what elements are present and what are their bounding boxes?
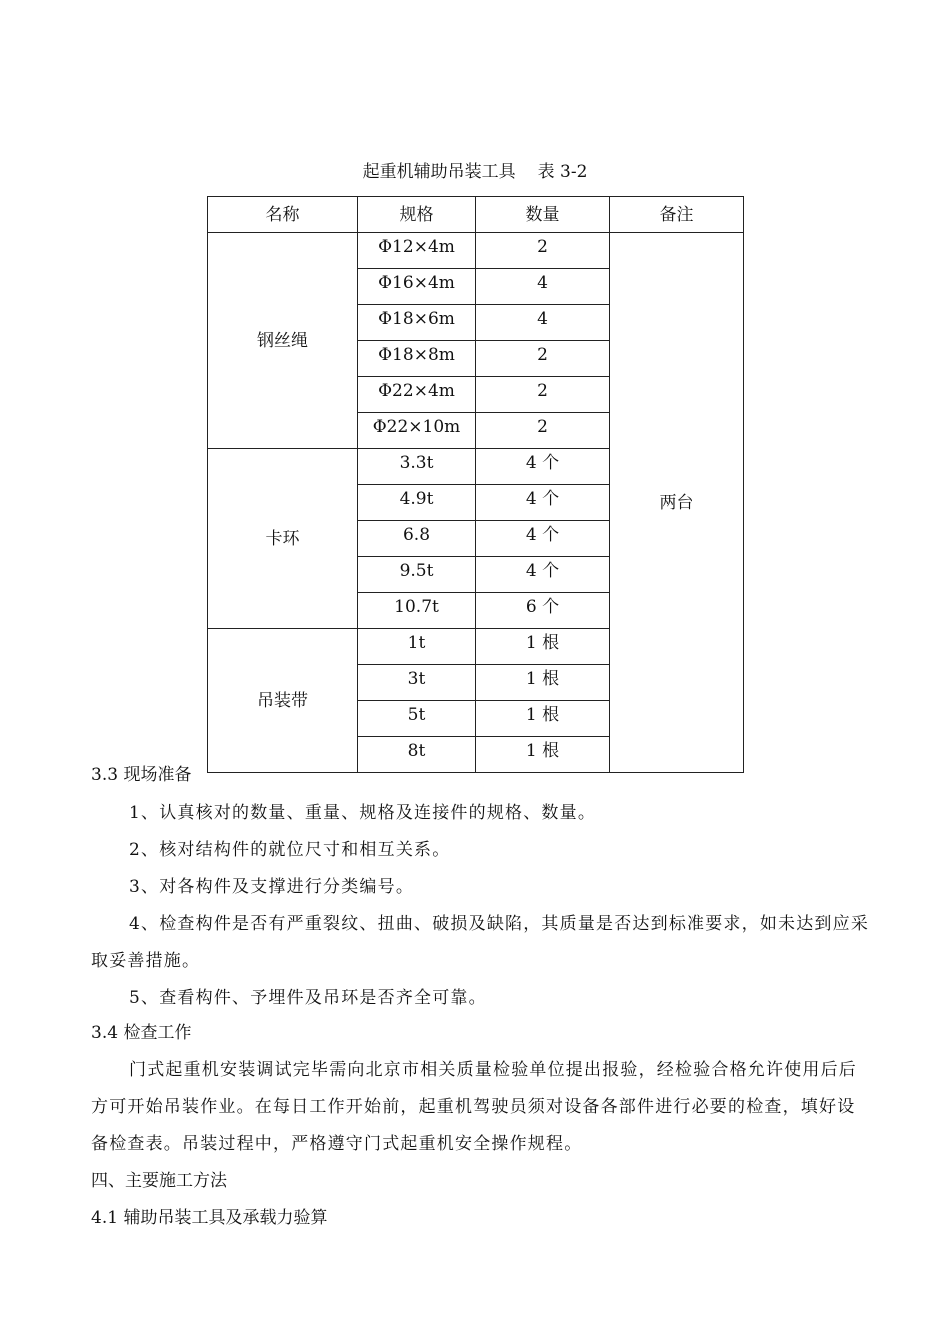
spec-cell: 3.3t xyxy=(358,449,476,485)
list-item: 5、查看构件、予埋件及吊环是否齐全可靠。 xyxy=(129,988,487,1008)
qty-cell: 2 xyxy=(476,341,610,377)
lifting-tools-table xyxy=(207,196,744,773)
qty-cell: 6 个 xyxy=(476,593,610,629)
spec-cell: 8t xyxy=(358,737,476,773)
qty-cell: 2 xyxy=(476,413,610,449)
spec-cell: Φ22×4m xyxy=(358,377,476,413)
spec-cell: 3t xyxy=(358,665,476,701)
spec-cell: 9.5t xyxy=(358,557,476,593)
spec-cell: Φ18×6m xyxy=(358,305,476,341)
spec-cell: 4.9t xyxy=(358,485,476,521)
table-caption xyxy=(0,161,950,183)
group-name-wire-rope: 钢丝绳 xyxy=(208,233,358,449)
table-header-row xyxy=(208,197,744,233)
group-name-sling: 吊装带 xyxy=(208,629,358,773)
spec-cell: Φ12×4m xyxy=(358,233,476,269)
qty-cell: 4 个 xyxy=(476,485,610,521)
spec-cell: Φ16×4m xyxy=(358,269,476,305)
list-item: 2、核对结构件的就位尺寸和相互关系。 xyxy=(129,840,451,860)
qty-cell: 2 xyxy=(476,377,610,413)
list-item-wrapped: 4、检查构件是否有严重裂纹、扭曲、破损及缺陷，其质量是否达到标准要求，如未达到应采取妥善措施。 xyxy=(91,914,870,971)
qty-cell: 4 xyxy=(476,269,610,305)
spec-cell: Φ18×8m xyxy=(358,341,476,377)
header-name: 名称 xyxy=(208,197,358,233)
table-title: 起重机辅助吊装工具 xyxy=(362,162,516,182)
header-qty: 数量 xyxy=(476,197,610,233)
qty-cell: 4 xyxy=(476,305,610,341)
qty-cell: 4 个 xyxy=(476,557,610,593)
section-4-1-heading: 4.1 辅助吊装工具及承载力验算 xyxy=(91,1208,328,1228)
section-3-4-heading: 3.4 检查工作 xyxy=(91,1023,192,1043)
qty-cell: 1 根 xyxy=(476,665,610,701)
qty-cell: 4 个 xyxy=(476,449,610,485)
list-item: 3、对各构件及支撑进行分类编号。 xyxy=(129,877,415,897)
section-4-heading: 四、主要施工方法 xyxy=(91,1171,227,1191)
qty-cell: 4 个 xyxy=(476,521,610,557)
spec-cell: Φ22×10m xyxy=(358,413,476,449)
group-name-shackle: 卡环 xyxy=(208,449,358,629)
qty-cell: 2 xyxy=(476,233,610,269)
header-remark: 备注 xyxy=(610,197,744,233)
spec-cell: 5t xyxy=(358,701,476,737)
qty-cell: 1 根 xyxy=(476,629,610,665)
remark-cell: 两台 xyxy=(610,233,744,773)
spec-cell: 6.8 xyxy=(358,521,476,557)
section-3-4-paragraph: 门式起重机安装调试完毕需向北京市相关质量检验单位提出报验，经检验合格允许使用后后方可开始吊装作业。在每日工作开始前，起重机驾驶员须对设备各部件进行必要的检查，填好设备检查表。吊装过程中，严格遵守门式起重机安全操作规程。 xyxy=(91,1060,857,1154)
spec-cell: 10.7t xyxy=(358,593,476,629)
table-row xyxy=(208,233,744,269)
header-spec: 规格 xyxy=(358,197,476,233)
section-3-3-heading: 3.3 现场准备 xyxy=(91,765,192,785)
qty-cell: 1 根 xyxy=(476,701,610,737)
table-number: 表 3-2 xyxy=(537,162,588,182)
spec-cell: 1t xyxy=(358,629,476,665)
list-item: 1、认真核对的数量、重量、规格及连接件的规格、数量。 xyxy=(129,803,597,823)
qty-cell: 1 根 xyxy=(476,737,610,773)
